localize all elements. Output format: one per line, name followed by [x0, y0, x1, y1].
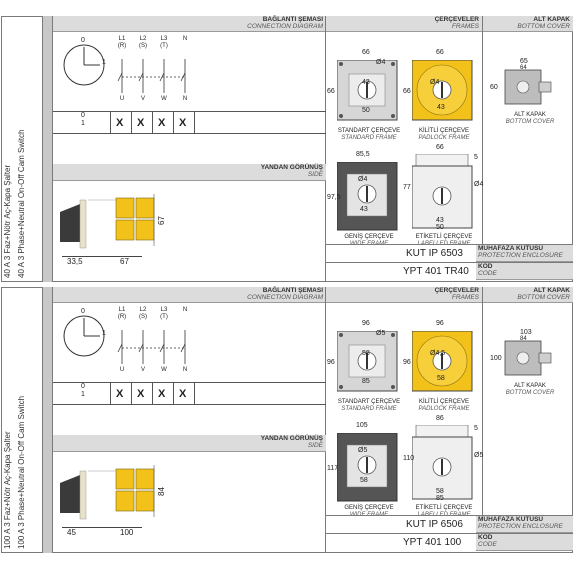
std-frame-inner2: 85: [362, 378, 370, 385]
wide-frame-width: 105: [356, 422, 368, 429]
label-frame-width: 86: [436, 415, 444, 422]
wide-frame-inner: 58: [360, 477, 368, 484]
side-strip: [42, 287, 53, 553]
std-frame-width: 66: [362, 49, 370, 56]
side-view-header: YANDAN GÖRÜNÜŞ SIDE: [53, 164, 326, 181]
std-frame-height: 66: [327, 88, 335, 95]
terminal-u: U: [119, 367, 125, 373]
std-frame-hole: Ø5: [376, 330, 386, 337]
label-frame-inner2: 85: [436, 495, 444, 502]
label-frame-hole: Ø4: [474, 181, 484, 188]
bottom-cover-label: ALT KAPAK BOTTOM COVER: [505, 112, 555, 125]
label-frame-hole: Ø5: [474, 452, 484, 459]
code-header: KOD CODE: [476, 534, 573, 551]
label-frame-width: 66: [436, 144, 444, 151]
bottom-cover-width2: 64: [520, 65, 527, 71]
dim-height: 84: [156, 487, 166, 496]
label-frame-height: 77: [403, 184, 411, 191]
std-frame-height: 96: [327, 359, 335, 366]
side-strip: [42, 16, 53, 282]
padlock-frame-hole: Ø4,5: [430, 350, 446, 357]
bottom-cover-height: 100: [490, 355, 502, 362]
bottom-cover-header: ALT KAPAK BOTTOM COVER: [483, 16, 573, 32]
wide-frame-label: GENİŞ ÇERÇEVE: [344, 234, 394, 240]
bottom-cover-width: 103: [520, 329, 532, 336]
mark-l2: X: [137, 388, 145, 400]
padlock-frame-drawing: [412, 60, 474, 122]
product-panel: [0, 287, 575, 557]
std-frame-width: 96: [362, 320, 370, 327]
padlock-frame-height: 96: [403, 359, 411, 366]
terminal-n: N: [182, 96, 188, 102]
connection-header: BAĞLANTI ŞEMASI CONNECTION DIAGRAM: [53, 16, 326, 32]
padlock-frame-width: 66: [436, 49, 444, 56]
bottom-cover-drawing: [503, 68, 553, 108]
wide-frame-width: 85,5: [356, 151, 370, 158]
wide-frame-drawing: [337, 433, 399, 503]
dim-body: 100: [120, 528, 134, 537]
wide-frame-label: GENİŞ ÇERÇEVE: [344, 505, 394, 511]
terminal-w: W: [161, 96, 167, 102]
label-frame-inner: 43: [436, 217, 444, 224]
terminal-w: W: [161, 367, 167, 373]
wide-frame-height: 117: [327, 465, 339, 472]
side-title-tr: 100 A 3 Faz+Nötr Aç-Kapa Şalter: [3, 431, 12, 549]
bottom-cover-width: 65: [520, 58, 528, 65]
std-frame-label: STANDART ÇERÇEVE STANDARD FRAME: [337, 128, 401, 141]
dial-one: 1: [102, 59, 106, 66]
product-code: YPT 401 TR40: [403, 266, 469, 277]
connection-header: BAĞLANTI ŞEMASI CONNECTION DIAGRAM: [53, 287, 326, 303]
std-frame-inner: 58: [362, 350, 370, 357]
std-frame-hole: Ø4: [376, 59, 386, 66]
pole-l1: L1 (R): [117, 307, 127, 320]
mark-l3: X: [158, 388, 166, 400]
dim-body: 67: [120, 257, 129, 266]
wide-frame-drawing: [337, 162, 399, 232]
enclosure-header: MUHAFAZA KUTUSU PROTECTION ENCLOSURE: [476, 245, 573, 262]
std-frame-inner2: 50: [362, 107, 370, 114]
dial-zero: 0: [81, 308, 85, 315]
side-view-drawing: [56, 186, 176, 266]
pole-l3: L3 (T): [160, 36, 168, 49]
enclosure-header: MUHAFAZA KUTUSU PROTECTION ENCLOSURE: [476, 516, 573, 533]
label-frame-side: 5: [474, 154, 478, 161]
padlock-frame-inner: 43: [437, 104, 445, 111]
side-title-en: 40 A 3 Phase+Neutral On-Off Cam Switch: [17, 129, 26, 278]
pole-l2: L2 (S): [139, 36, 147, 49]
label-frame-side: 5: [474, 425, 478, 432]
padlock-frame-inner: 58: [437, 375, 445, 382]
padlock-frame-label: KİLİTLİ ÇERÇEVE PADLOCK FRAME: [418, 399, 470, 412]
mark-n: X: [179, 117, 187, 129]
bottom-cover-width2: 84: [520, 336, 527, 342]
mark-l1: X: [116, 117, 124, 129]
padlock-frame-width: 96: [436, 320, 444, 327]
padlock-frame-drawing: [412, 331, 474, 393]
padlock-frame-label: KİLİTLİ ÇERÇEVE PADLOCK FRAME: [418, 128, 470, 141]
dim-depth: 33,5: [67, 257, 83, 266]
wide-frame-height: 97,5: [327, 194, 341, 201]
bottom-cover-header: ALT KAPAK BOTTOM COVER: [483, 287, 573, 303]
row-zero: 0: [81, 383, 85, 390]
dim-depth: 45: [67, 528, 76, 537]
mark-n: X: [179, 388, 187, 400]
pole-l2: L2 (S): [139, 307, 147, 320]
enclosure-code: KUT IP 6506: [406, 519, 463, 530]
label-frame-inner2: 50: [436, 224, 444, 231]
product-code: YPT 401 100: [403, 537, 462, 548]
side-title-tr: 40 A 3 Faz+Nötr Aç-Kapa Şalter: [3, 164, 12, 278]
frames-header: ÇERÇEVELER FRAMES: [326, 287, 482, 303]
mark-l2: X: [137, 117, 145, 129]
mark-l1: X: [116, 388, 124, 400]
row-one: 1: [81, 120, 85, 127]
label-frame-label: ETİKETLİ ÇERÇEVE: [415, 234, 473, 240]
pole-l3: L3 (T): [160, 307, 168, 320]
enclosure-code: KUT IP 6503: [406, 248, 463, 259]
terminal-v: V: [140, 367, 145, 373]
padlock-frame-height: 66: [403, 88, 411, 95]
mark-l3: X: [158, 117, 166, 129]
pole-n: N: [182, 307, 188, 313]
frames-header: ÇERÇEVELER FRAMES: [326, 16, 482, 32]
side-view-drawing: [56, 457, 176, 537]
std-frame-label: STANDART ÇERÇEVE STANDARD FRAME: [337, 399, 401, 412]
terminal-n: N: [182, 367, 188, 373]
padlock-frame-hole: Ø4: [430, 79, 440, 86]
label-frame-inner: 58: [436, 488, 444, 495]
row-one: 1: [81, 391, 85, 398]
wide-frame-hole: Ø4: [358, 176, 368, 183]
label-frame-label: ETİKETLİ ÇERÇEVE: [415, 505, 473, 511]
terminal-v: V: [140, 96, 145, 102]
dial-zero: 0: [81, 37, 85, 44]
pole-l1: L1 (R): [117, 36, 127, 49]
dial-one: 1: [102, 330, 106, 337]
label-frame-height: 110: [403, 455, 415, 462]
dim-height: 67: [156, 216, 166, 225]
pole-n: N: [182, 36, 188, 42]
std-frame-inner: 43: [362, 79, 370, 86]
bottom-cover-label: ALT KAPAK BOTTOM COVER: [505, 383, 555, 396]
side-view-header: YANDAN GÖRÜNÜŞ SIDE: [53, 435, 326, 452]
product-panel: [0, 16, 575, 286]
bottom-cover-drawing: [503, 339, 553, 379]
wide-frame-hole: Ø5: [358, 447, 368, 454]
side-title-en: 100 A 3 Phase+Neutral On-Off Cam Switch: [17, 395, 26, 549]
terminal-u: U: [119, 96, 125, 102]
code-header: KOD CODE: [476, 263, 573, 280]
row-zero: 0: [81, 112, 85, 119]
bottom-cover-height: 60: [490, 84, 498, 91]
wide-frame-inner: 43: [360, 206, 368, 213]
